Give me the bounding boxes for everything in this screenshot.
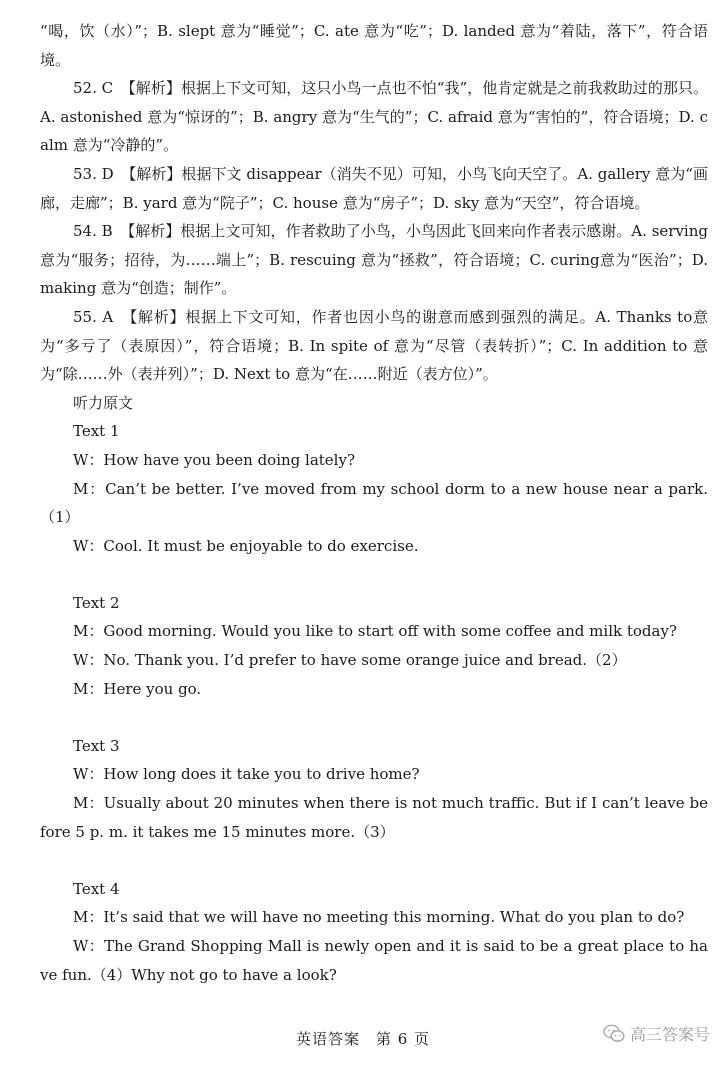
blank-line — [40, 846, 708, 875]
dialogue-line: M：Usually about 20 minutes when there is not much traffic. But if I can’t leave before 5 p. m. it takes me 15 minutes more.（3） — [40, 794, 708, 841]
page-footer: 英语答案 第 6 页 — [295, 1030, 431, 1048]
text-4-heading: Text 4 — [73, 879, 120, 898]
answer-52: 52. C 【解析】根据上下文可知，这只小鸟一点也不怕“我”，他肯定就是之前我救助过的那只。A. astonished 意为“惊讶的”；B. angry 意为“生气的”；C. afraid 意为“害怕的”，符合语境；D. calm 意为“冷静的”。 — [40, 79, 708, 155]
watermark-label: 高三答案号 — [629, 1025, 710, 1044]
dialogue-line: W：How long does it take you to drive home? — [73, 765, 420, 784]
dialogue-line: M：It’s said that we will have no meeting this morning. What do you plan to do? — [73, 908, 685, 927]
dialogue-line: M：Good morning. Would you like to start off with some coffee and milk today? — [73, 622, 677, 641]
wechat-icon — [603, 1024, 625, 1043]
text-2-heading: Text 2 — [73, 593, 120, 612]
page-content — [40, 17, 708, 989]
dialogue-line: W：No. Thank you. I’d prefer to have some orange juice and bread.（2） — [73, 651, 627, 670]
dialogue-line: W：How have you been doing lately? — [73, 450, 355, 469]
text-1-heading: Text 1 — [73, 422, 120, 441]
section-heading-listening: 听力原文 — [73, 393, 134, 412]
answer-54: 54. B 【解析】根据上文可知，作者救助了小鸟，小鸟因此飞回来向作者表示感谢。A. serving 意为“服务；招待，为……端上”；B. rescuing 意为“拯救”，符合语境；C. curing意为“医治”；D. making 意为“创造；制作”。 — [40, 222, 708, 298]
dialogue-line: W：The Grand Shopping Mall is newly open and it is said to be a great place to have fun.（4）Why not go to have a look? — [40, 937, 708, 984]
blank-line — [40, 703, 708, 732]
dialogue-line: M：Here you go. — [73, 679, 202, 698]
watermark — [603, 1022, 710, 1045]
dialogue-line: M：Can’t be better. I’ve moved from my school dorm to a new house near a park.（1） — [40, 479, 708, 527]
answer-55: 55. A 【解析】根据上下文可知，作者也因小鸟的谢意而感到强烈的满足。A. Thanks to意为“多亏了（表原因）”，符合语境；B. In spite of 意为“尽管（表转折）”；C. In addition to 意为“除……外（表并列）”；D. Next to 意为“在……附近（表方位）”。 — [40, 307, 708, 384]
answer-continued: “喝，饮（水）”；B. slept 意为“睡觉”；C. ate 意为“吃”；D. landed 意为“着陆，落下”，符合语境。 — [40, 22, 708, 69]
dialogue-line: W：Cool. It must be enjoyable to do exercise. — [73, 536, 419, 555]
answer-53: 53. D 【解析】根据下文 disappear（消失不见）可知，小鸟飞向天空了。A. gallery 意为“画廊，走廊”；B. yard 意为“院子”；C. house 意为“房子”；D. sky 意为“天空”，符合语境。 — [40, 164, 708, 212]
blank-line — [40, 560, 708, 589]
text-3-heading: Text 3 — [73, 736, 120, 755]
